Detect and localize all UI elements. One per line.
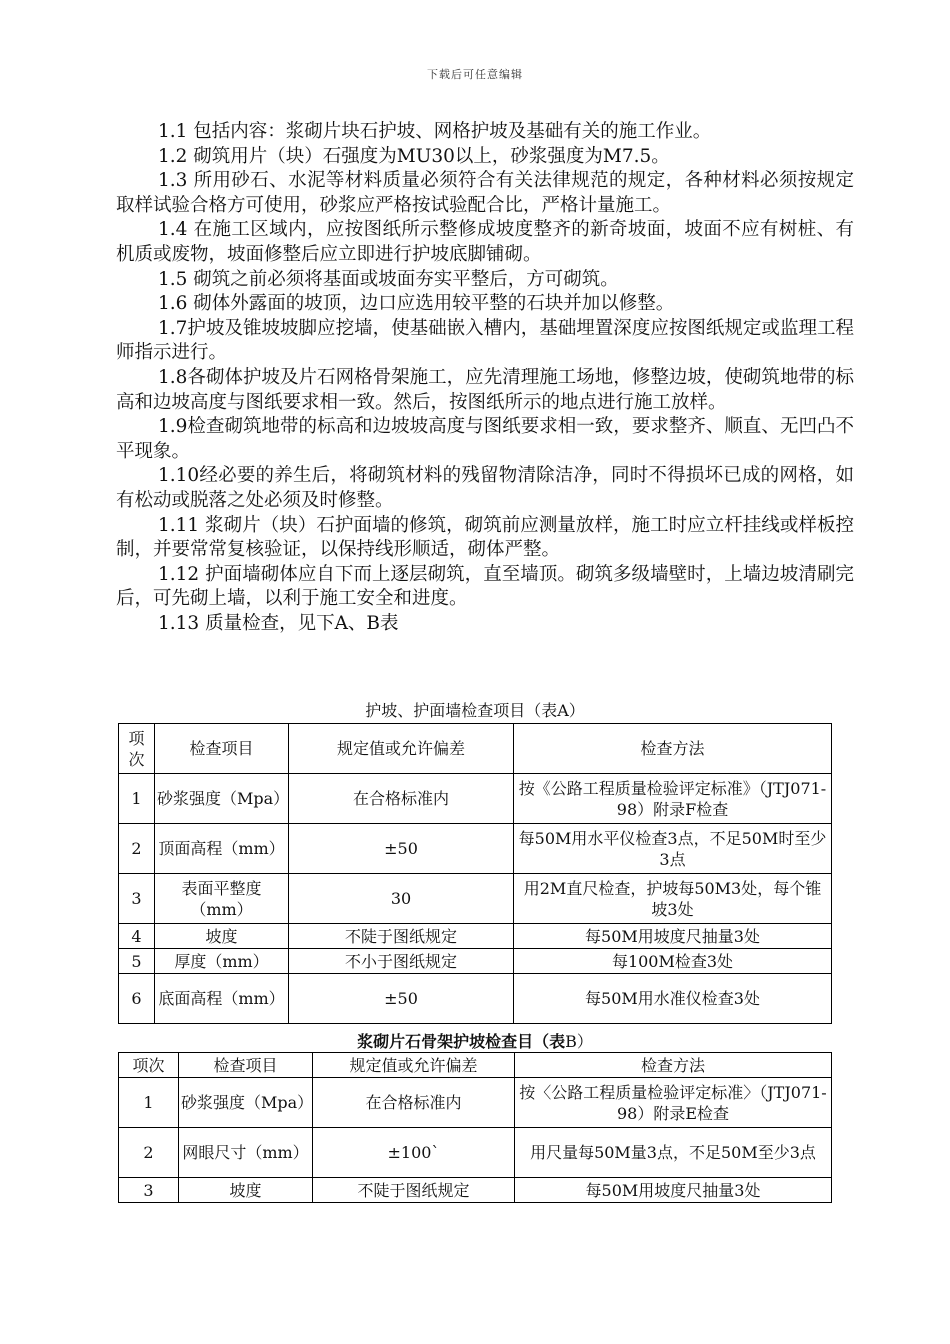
paragraph-1-9: 1.9检查砌筑地带的标高和边坡坡高度与图纸要求相一致，要求整齐、顺直、无凹凸不平现象。 <box>116 416 854 462</box>
table-cell: 坡度 <box>155 924 289 949</box>
table-cell: 不陡于图纸规定 <box>289 924 514 949</box>
table-cell: ±100` <box>313 1128 515 1178</box>
table-a-header-cell: 规定值或允许偏差 <box>289 724 514 774</box>
table-b <box>118 1052 832 1203</box>
table-cell: 每50M用水平仪检查3点，不足50M时至少3点 <box>514 824 832 874</box>
table-row <box>119 874 832 924</box>
table-cell: 不陡于图纸规定 <box>313 1178 515 1203</box>
table-a-caption: 护坡、护面墙检查项目（表A） <box>365 701 585 720</box>
paragraph-1-12: 1.12 护面墙砌体应自下而上逐层砌筑，直至墙顶。砌筑多级墙壁时，上墙边坡清刷完后，可先砌上墙，以利于施工安全和进度。 <box>116 563 854 610</box>
table-cell: 不小于图纸规定 <box>289 949 514 974</box>
table-b-header-cell: 规定值或允许偏差 <box>313 1053 515 1078</box>
table-cell: 5 <box>119 949 155 974</box>
paragraph-1-5: 1.5 砌筑之前必须将基面或坡面夯实平整后，方可砌筑。 <box>158 268 619 290</box>
paragraph-1-6: 1.6 砌体外露面的坡顶，边口应选用较平整的石块并加以修整。 <box>158 293 675 315</box>
table-cell: 30 <box>289 874 514 924</box>
table-cell: 每50M用坡度尺抽量3处 <box>514 924 832 949</box>
table-cell: 按《公路工程质量检验评定标准》（JTJ071-98）附录F检查 <box>514 774 832 824</box>
paragraph-1-13: 1.13 质量检查，见下A、B表 <box>158 612 399 634</box>
table-cell: 4 <box>119 924 155 949</box>
table-row <box>119 824 832 874</box>
table-cell: 3 <box>119 874 155 924</box>
table-row <box>119 924 832 949</box>
table-cell: 厚度（mm） <box>155 949 289 974</box>
table-b-caption <box>0 1029 950 1052</box>
table-cell: 1 <box>119 1078 179 1128</box>
table-cell: 2 <box>119 1128 179 1178</box>
paragraph-1-2: 1.2 砌筑用片（块）石强度为MU30以上，砂浆强度为M7.5。 <box>158 145 670 167</box>
paragraph-1-4: 1.4 在施工区域内，应按图纸所示整修成坡度整齐的新奇坡面，坡面不应有树桩、有机质或废物，坡面修整后应立即进行护坡底脚铺砌。 <box>116 219 854 265</box>
paragraph-1-8: 1.8各砌体护坡及片石网格骨架施工，应先清理施工场地，修整边坡，使砌筑地带的标高和边坡高度与图纸要求相一致。然后，按图纸所示的地点进行施工放样。 <box>116 366 854 413</box>
table-b-caption-tail: B） <box>565 1032 593 1051</box>
table-cell: 用尺量每50M量3点，不足50M至少3点 <box>515 1128 832 1178</box>
table-b-header-cell: 检查方法 <box>515 1053 832 1078</box>
table-row <box>119 949 832 974</box>
paragraph-1-10: 1.10经必要的养生后，将砌筑材料的残留物清除洁净，同时不得损坏已成的网格，如有松动或脱落之处必须及时修整。 <box>116 465 854 511</box>
table-cell: 底面高程（mm） <box>155 974 289 1024</box>
table-cell: 坡度 <box>179 1178 313 1203</box>
table-cell: 3 <box>119 1178 179 1203</box>
table-cell: ±50 <box>289 974 514 1024</box>
table-b-header-row <box>119 1053 832 1078</box>
table-cell: 1 <box>119 774 155 824</box>
table-cell: ±50 <box>289 824 514 874</box>
table-a-header-cell: 检查项目 <box>155 724 289 774</box>
table-a-header-row <box>119 724 832 774</box>
table-row <box>119 774 832 824</box>
table-cell: 砂浆强度（Mpa） <box>179 1078 313 1128</box>
table-row <box>119 1178 832 1203</box>
table-cell: 用2M直尺检查，护坡每50M3处，每个锥坡3处 <box>514 874 832 924</box>
table-b-header-cell: 检查项目 <box>179 1053 313 1078</box>
paragraph-1-7: 1.7护坡及锥坡坡脚应挖墙，使基础嵌入槽内，基础埋置深度应按图纸规定或监理工程师指示进行。 <box>116 317 854 364</box>
paragraph-1-1: 1.1 包括内容：浆砌片块石护坡、网格护坡及基础有关的施工作业。 <box>158 121 712 142</box>
table-cell: 每100M检查3处 <box>514 949 832 974</box>
table-cell: 每50M用坡度尺抽量3处 <box>515 1178 832 1203</box>
paragraph-1-3: 1.3 所用砂石、水泥等材料质量必须符合有关法律规范的规定，各种材料必须按规定取样试验合格方可使用，砂浆应严格按试验配合比，严格计量施工。 <box>116 170 854 216</box>
table-cell: 6 <box>119 974 155 1024</box>
table-cell: 按〈公路工程质量检验评定标准〉（JTJ071-98）附录E检查 <box>515 1078 832 1128</box>
table-cell: 表面平整度（mm） <box>155 874 289 924</box>
table-cell: 顶面高程（mm） <box>155 824 289 874</box>
table-a <box>118 723 832 1024</box>
table-row <box>119 1128 832 1178</box>
table-cell: 在合格标准内 <box>289 774 514 824</box>
table-b-caption-bold: 浆砌片石骨架护坡检查目（表 <box>357 1032 566 1051</box>
table-cell: 在合格标准内 <box>313 1078 515 1128</box>
table-cell: 每50M用水准仪检查3处 <box>514 974 832 1024</box>
table-b-header-cell: 项次 <box>119 1053 179 1078</box>
body-text <box>116 120 854 636</box>
paragraph-1-11: 1.11 浆砌片（块）石护面墙的修筑，砌筑前应测量放样，施工时应立杆挂线或样板控制，并要常常复核验证，以保持线形顺适，砌体严整。 <box>116 514 854 561</box>
table-a-header-cell: 检查方法 <box>514 724 832 774</box>
table-a-header-cell: 项次 <box>119 724 155 774</box>
table-cell: 网眼尺寸（mm） <box>179 1128 313 1178</box>
table-row <box>119 1078 832 1128</box>
table-row <box>119 974 832 1024</box>
page-header: 下载后可任意编辑 <box>427 68 523 81</box>
table-cell: 2 <box>119 824 155 874</box>
table-cell: 砂浆强度（Mpa） <box>155 774 289 824</box>
